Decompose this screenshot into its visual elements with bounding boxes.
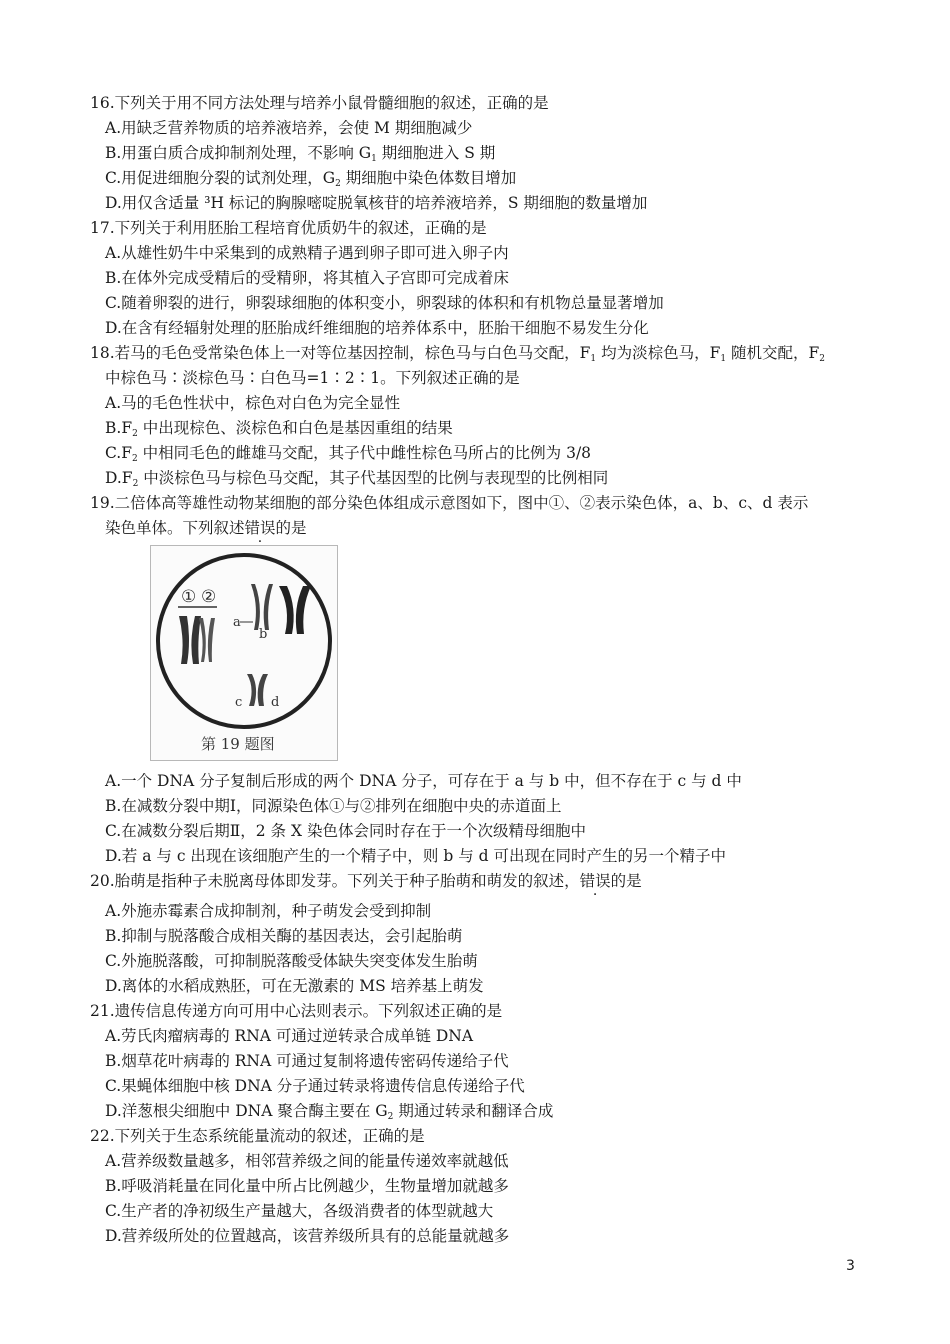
q22-option-c: C.生产者的净初级生产量越大，各级消费者的体型就越大	[105, 1202, 494, 1220]
q20-stem: 20.胎萌是指种子未脱离母体即发芽。下列关于种子胎萌和萌发的叙述，错误的是	[90, 872, 642, 890]
q17-option-a: A.从雄性奶牛中采集到的成熟精子遇到卵子即可进入卵子内	[105, 244, 509, 262]
q16-option-d: D.用仅含适量 ³H 标记的胸腺嘧啶脱氧核苷的培养液培养，S 期细胞的数量增加	[105, 194, 648, 212]
q18-stem-continued: 中棕色马∶淡棕色马∶白色马=1∶2∶1。下列叙述正确的是	[105, 369, 520, 387]
q19-stem: 19.二倍体高等雄性动物某细胞的部分染色体组成示意图如下，图中①、②表示染色体，a、b、c、d 表示	[90, 494, 809, 512]
q21-option-a: A.劳氏肉瘤病毒的 RNA 可通过逆转录合成单链 DNA	[105, 1027, 474, 1045]
q16-option-c: C.用促进细胞分裂的试剂处理，$G_2$ 期细胞中染色体数目增加	[105, 169, 517, 189]
label-chromosome-2: ②	[201, 587, 217, 607]
q18-option-c: $C.F_2$ 中相同毛色的雌雄马交配，其子代中雌性棕色马所占的比例为 3/8	[105, 444, 592, 464]
q20-option-d: D.离体的水稻成熟胚，可在无激素的 MS 培养基上萌发	[105, 977, 484, 995]
q16-option-b: B.用蛋白质合成抑制剂处理，不影响 $G_1$ 期细胞进入 S 期	[105, 144, 496, 164]
q18-stem: 18.若马的毛色受常染色体上一对等位基因控制，棕色马与白色马交配，$F_1$ 均为淡棕色马，$F_1$ 随机交配，$F_2$	[90, 344, 825, 364]
cell-diagram	[151, 546, 337, 760]
q18-option-b: $B.F_2$ 中出现棕色、淡棕色和白色是基因重组的结果	[105, 419, 453, 439]
chromosome-1	[179, 616, 201, 664]
q19-option-a: A.一个 DNA 分子复制后形成的两个 DNA 分子，可存在于 a 与 b 中，但不存在于 c 与 d 中	[105, 772, 742, 790]
q19-option-d: D.若 a 与 c 出现在该细胞产生的一个精子中，则 b 与 d 可出现在同时产生的另一个精子中	[105, 847, 726, 865]
chromosome-large	[279, 586, 311, 634]
q21-option-d: D.洋葱根尖细胞中 DNA 聚合酶主要在 $G_2$ 期通过转录和翻译合成	[105, 1102, 554, 1122]
label-c: c	[235, 695, 243, 710]
chromosome-ab	[251, 584, 273, 630]
q20-option-a: A.外施赤霉素合成抑制剂，种子萌发会受到抑制	[105, 902, 432, 920]
q21-option-b: B.烟草花叶病毒的 RNA 可通过复制将遗传密码传递给子代	[105, 1052, 509, 1070]
page-number: 3	[846, 1258, 855, 1274]
chromosome-figure	[150, 545, 338, 761]
q22-option-b: B.呼吸消耗量在同化量中所占比例越少，生物量增加就越多	[105, 1177, 509, 1195]
q22-option-a: A.营养级数量越多，相邻营养级之间的能量传递效率就越低	[105, 1152, 509, 1170]
label-b: b	[259, 627, 268, 642]
chromosome-2	[199, 618, 215, 662]
label-d: d	[271, 695, 280, 710]
q16-option-a: A.用缺乏营养物质的培养液培养，会使 M 期细胞减少	[105, 119, 473, 137]
q19-stem-continued: 染色单体。下列叙述错误的是	[105, 519, 307, 537]
q19-option-c: C.在减数分裂后期Ⅱ，2 条 X 染色体会同时存在于一个次级精母细胞中	[105, 822, 586, 840]
q19-option-b: B.在减数分裂中期Ⅰ，同源染色体①与②排列在细胞中央的赤道面上	[105, 797, 562, 815]
chromosome-cd	[247, 674, 268, 706]
label-a: a	[233, 615, 241, 630]
q22-option-d: D.营养级所处的位置越高，该营养级所具有的总能量就越多	[105, 1227, 510, 1245]
q16-stem: 16.下列关于用不同方法处理与培养小鼠骨髓细胞的叙述，正确的是	[90, 94, 549, 112]
emphasis-marked-text: 错误	[579, 872, 611, 890]
q17-stem: 17.下列关于利用胚胎工程培育优质奶牛的叙述，正确的是	[90, 219, 487, 237]
label-chromosome-1: ①	[181, 587, 197, 607]
q21-stem: 21.遗传信息传递方向可用中心法则表示。下列叙述正确的是	[90, 1002, 503, 1020]
q18-option-d: $D.F_2$ 中淡棕色马与棕色马交配，其子代基因型的比例与表现型的比例相同	[105, 469, 609, 489]
figure-caption: 第 19 题图	[201, 735, 275, 753]
q17-option-c: C.随着卵裂的进行，卵裂球细胞的体积变小，卵裂球的体积和有机物总量显著增加	[105, 294, 664, 312]
q20-option-c: C.外施脱落酸，可抑制脱落酸受体缺失突变体发生胎萌	[105, 952, 478, 970]
emphasis-marked-text: 错误	[244, 519, 276, 537]
q20-option-b: B.抑制与脱落酸合成相关酶的基因表达，会引起胎萌	[105, 927, 463, 945]
q18-option-a: A.马的毛色性状中，棕色对白色为完全显性	[105, 394, 401, 412]
q22-stem: 22.下列关于生态系统能量流动的叙述，正确的是	[90, 1127, 425, 1145]
q21-option-c: C.果蝇体细胞中核 DNA 分子通过转录将遗传信息传递给子代	[105, 1077, 525, 1095]
q17-option-d: D.在含有经辐射处理的胚胎成纤维细胞的培养体系中，胚胎干细胞不易发生分化	[105, 319, 649, 337]
q17-option-b: B.在体外完成受精后的受精卵，将其植入子宫即可完成着床	[105, 269, 509, 287]
